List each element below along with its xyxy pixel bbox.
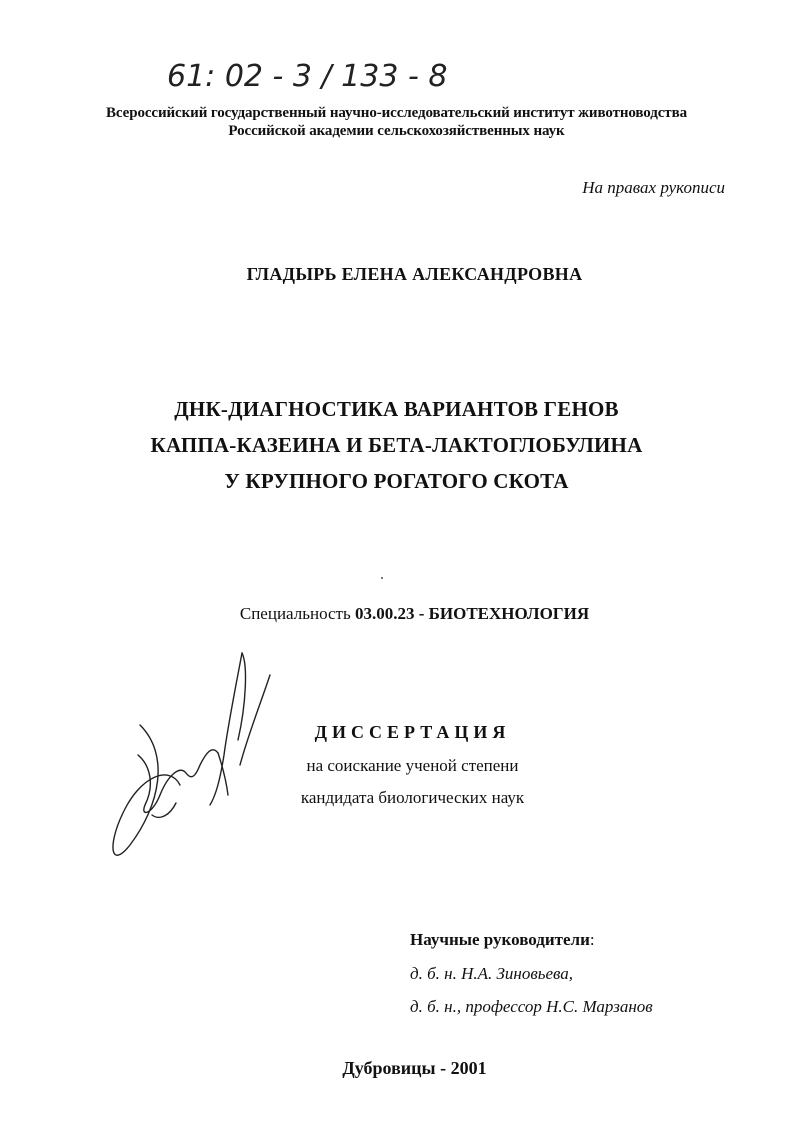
advisors-label: [410, 930, 595, 950]
institute-name-line-2: Российской академии сельскохозяйственных наук: [228, 123, 565, 139]
title-line-2: КАППА-КАЗЕИНА И БЕТА-ЛАКТОГЛОБУЛИНА: [150, 433, 643, 457]
archive-code-strokes: [165, 38, 525, 108]
archive-code-handwritten: [165, 38, 525, 108]
archive-code-text: 61: 02 - 3 / 133 - 8: [167, 59, 448, 94]
author-name: ГЛАДЫРЬ ЕЛЕНА АЛЕКСАНДРОВНА: [246, 264, 583, 284]
title-line-3: У КРУПНОГО РОГАТОГО СКОТА: [224, 469, 569, 493]
scan-speck: [381, 577, 383, 579]
specialty-label: Специальность: [239, 604, 351, 623]
degree-line-2: кандидата биологических наук: [300, 788, 525, 807]
degree-line-1: на соискание ученой степени: [306, 756, 519, 775]
specialty-code: 03.00.23: [354, 604, 415, 623]
rights-note: На правах рукописи: [582, 178, 725, 197]
advisors-label-colon: :: [589, 930, 595, 949]
document-type: ДИССЕРТАЦИЯ: [314, 722, 511, 742]
institute-name-line-1: Всероссийский государственный научно-исследовательский институт животноводства: [106, 105, 687, 121]
specialty-separator: -: [414, 604, 429, 623]
advisors-label-text: Научные руководители: [410, 930, 590, 949]
title-line-1: ДНК-ДИАГНОСТИКА ВАРИАНТОВ ГЕНОВ: [174, 397, 619, 421]
advisor-1: д. б. н. Н.А. Зиновьева,: [410, 964, 574, 983]
specialty-line: [18, 604, 793, 624]
advisor-2: д. б. н., профессор Н.С. Марзанов: [410, 997, 653, 1016]
city-year: Дубровицы - 2001: [342, 1058, 487, 1078]
specialty-name: БИОТЕХНОЛОГИЯ: [428, 604, 590, 623]
